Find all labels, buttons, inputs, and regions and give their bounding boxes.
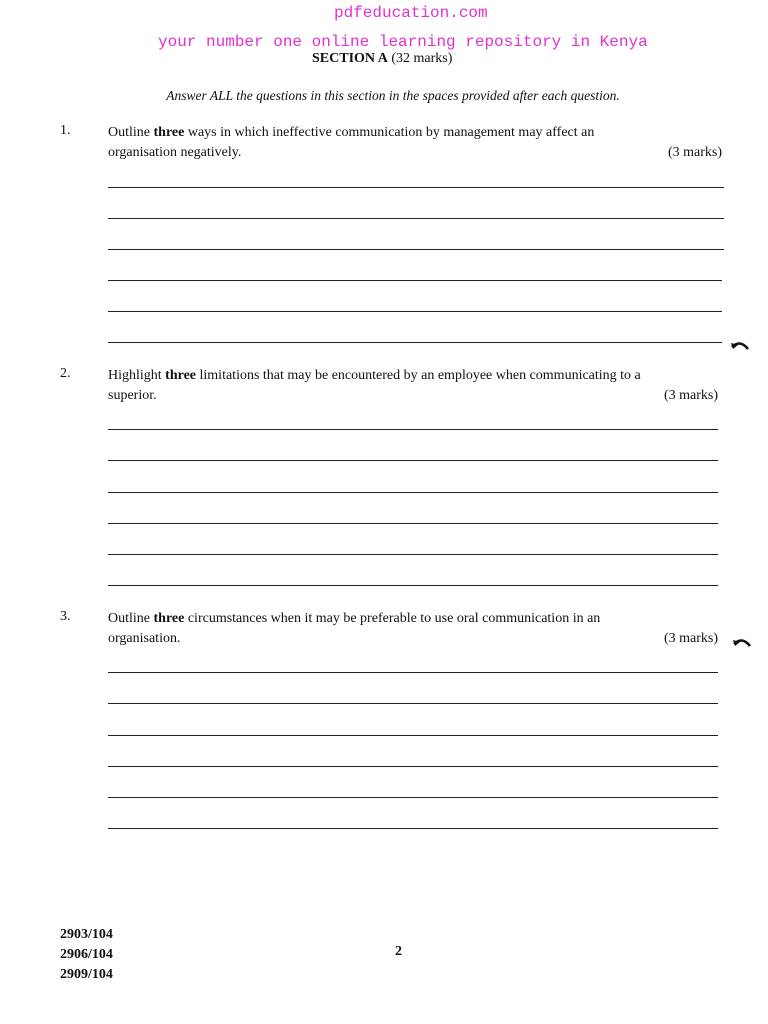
curved-arrow-icon <box>730 339 750 353</box>
question-3-line2: organisation. <box>108 631 181 646</box>
section-heading <box>312 51 452 67</box>
question-2-number: 2. <box>60 366 71 381</box>
question-1-text <box>108 123 722 163</box>
question-1-marks: (3 marks) <box>667 145 722 160</box>
question-1-answer-line[interactable] <box>108 342 722 343</box>
question-3-answer-line[interactable] <box>108 797 718 798</box>
section-marks: (32 marks) <box>391 51 453 66</box>
paper-codes <box>60 925 113 985</box>
question-1-answer-line[interactable] <box>108 280 722 281</box>
section-instruction: Answer ALL the questions in this section in the spaces provided after each question. <box>166 88 620 103</box>
question-2-answer-line[interactable] <box>108 554 718 555</box>
paper-code: 2903/104 <box>60 927 113 942</box>
paper-code: 2906/104 <box>60 947 113 962</box>
watermark-site: pdfeducation.com <box>334 4 488 22</box>
question-2-pre: Highlight <box>108 368 166 383</box>
question-3-answer-line[interactable] <box>108 766 718 767</box>
question-3-marks: (3 marks) <box>663 631 718 646</box>
question-3-number: 3. <box>60 609 71 624</box>
question-1-post: ways in which ineffective communication by management may affect an <box>184 125 595 140</box>
question-2-answer-line[interactable] <box>108 429 718 430</box>
question-3-pre: Outline <box>108 611 154 626</box>
question-1-answer-line[interactable] <box>108 218 724 219</box>
question-2-answer-line[interactable] <box>108 460 718 461</box>
question-1-answer-line[interactable] <box>108 249 724 250</box>
section-title: SECTION A <box>312 51 388 66</box>
question-2-keyword: three <box>165 368 197 383</box>
question-2-answer-line[interactable] <box>108 585 718 586</box>
question-3-text <box>108 609 718 649</box>
question-2-answer-line[interactable] <box>108 523 718 524</box>
question-3-post: circumstances when it may be preferable to use oral communication in an <box>184 611 601 626</box>
question-2-text <box>108 366 718 406</box>
question-2-line2: superior. <box>108 388 157 403</box>
question-1-pre: Outline <box>108 125 154 140</box>
question-1-answer-line[interactable] <box>108 311 722 312</box>
question-2-marks: (3 marks) <box>663 388 718 403</box>
watermark-tagline: your number one online learning repository in Kenya <box>158 33 648 51</box>
question-3-answer-line[interactable] <box>108 703 718 704</box>
page-number: 2 <box>395 944 402 959</box>
question-1-line2: organisation negatively. <box>108 145 242 160</box>
question-3-keyword: three <box>153 611 185 626</box>
question-2-post: limitations that may be encountered by an employee when communicating to a <box>196 368 641 383</box>
question-3-answer-line[interactable] <box>108 828 718 829</box>
paper-code: 2909/104 <box>60 967 113 982</box>
question-1-number: 1. <box>60 123 71 138</box>
curved-arrow-icon <box>732 636 752 650</box>
question-1-keyword: three <box>153 125 185 140</box>
question-3-answer-line[interactable] <box>108 672 718 673</box>
question-3-answer-line[interactable] <box>108 735 718 736</box>
question-2-answer-line[interactable] <box>108 492 718 493</box>
question-1-answer-line[interactable] <box>108 187 724 188</box>
